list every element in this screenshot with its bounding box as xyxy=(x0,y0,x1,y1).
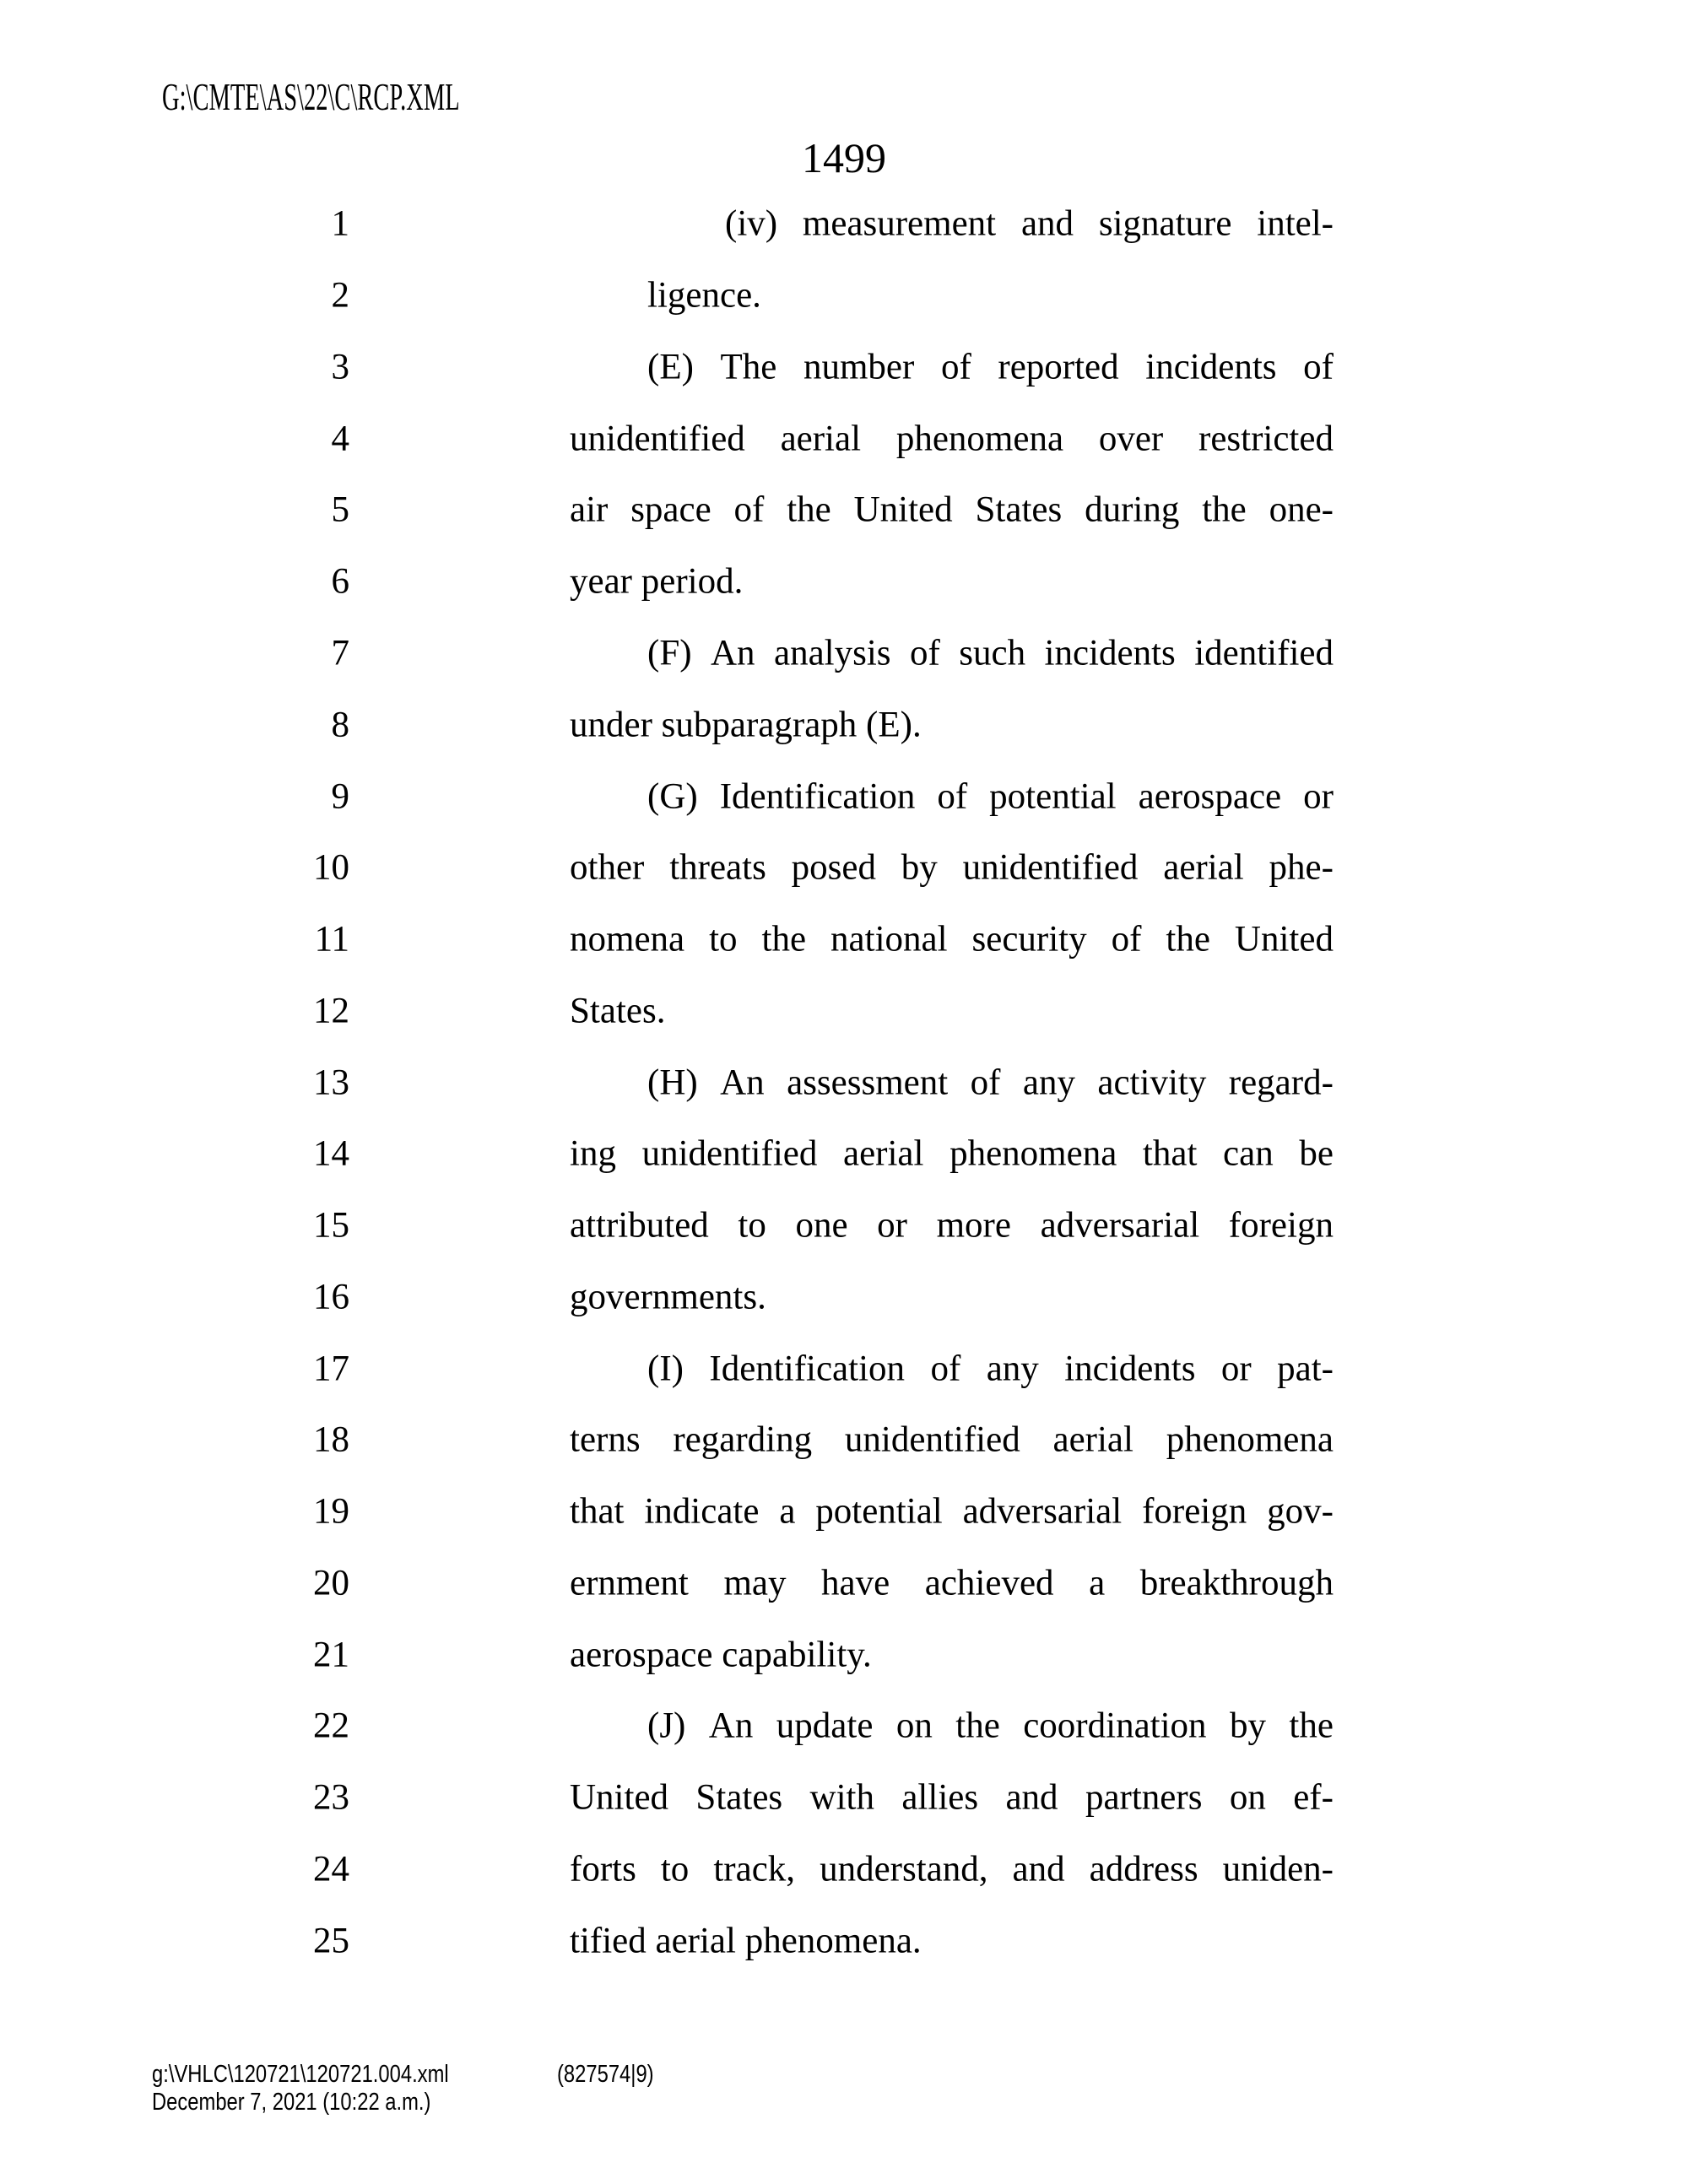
line-row xyxy=(0,403,1688,474)
line-text: ernment may have achieved a breakthrough xyxy=(570,1563,1334,1603)
page-number: 1499 xyxy=(802,134,886,181)
line-text: air space of the United States during the one- xyxy=(570,489,1334,530)
line-number: 16 xyxy=(313,1277,349,1317)
line-text: forts to track, understand, and address uniden- xyxy=(570,1849,1334,1889)
line-number: 17 xyxy=(313,1349,349,1389)
line-text: (F) An analysis of such incidents identified xyxy=(647,633,1334,673)
line-row xyxy=(0,1190,1688,1262)
line-row xyxy=(0,474,1688,546)
line-number: 12 xyxy=(313,991,349,1031)
line-text: ing unidentified aerial phenomena that can be xyxy=(570,1133,1334,1174)
line-text: (J) An update on the coordination by the xyxy=(647,1706,1334,1746)
line-number: 19 xyxy=(313,1491,349,1532)
line-number: 3 xyxy=(331,347,349,387)
footer-doc-id: (827574|9) xyxy=(557,2061,654,2088)
line-number: 24 xyxy=(313,1849,349,1889)
line-row xyxy=(0,1619,1688,1690)
footer-file-path: g:\VHLC\120721\120721.004.xml xyxy=(152,2061,449,2088)
line-number: 4 xyxy=(331,419,349,459)
line-number: 25 xyxy=(313,1921,349,1961)
line-text: governments. xyxy=(570,1277,766,1317)
line-number: 8 xyxy=(331,705,349,745)
line-row xyxy=(0,904,1688,976)
line-row xyxy=(0,1404,1688,1476)
line-row xyxy=(0,832,1688,904)
line-number: 1 xyxy=(331,203,349,244)
line-number: 9 xyxy=(331,776,349,816)
line-text: under subparagraph (E). xyxy=(570,705,922,745)
line-row xyxy=(0,1476,1688,1548)
line-text: tified aerial phenomena. xyxy=(570,1921,922,1961)
line-row xyxy=(0,1834,1688,1906)
line-row xyxy=(0,689,1688,760)
line-row xyxy=(0,332,1688,403)
line-row xyxy=(0,1762,1688,1834)
line-row xyxy=(0,1690,1688,1762)
line-row xyxy=(0,1905,1688,1976)
line-number: 21 xyxy=(313,1635,349,1675)
line-number: 14 xyxy=(313,1133,349,1174)
line-row xyxy=(0,618,1688,689)
text-lines xyxy=(0,188,1688,1976)
line-text: unidentified aerial phenomena over restricted xyxy=(570,419,1334,459)
line-row xyxy=(0,188,1688,260)
line-number: 18 xyxy=(313,1419,349,1460)
line-text: ligence. xyxy=(647,275,761,316)
line-text: (I) Identification of any incidents or pat- xyxy=(647,1349,1334,1389)
line-number: 23 xyxy=(313,1777,349,1818)
footer xyxy=(152,2061,449,2116)
line-text: (H) An assessment of any activity regard- xyxy=(647,1062,1334,1103)
line-number: 13 xyxy=(313,1062,349,1103)
line-row xyxy=(0,975,1688,1046)
line-number: 6 xyxy=(331,561,349,602)
line-row xyxy=(0,1548,1688,1619)
footer-date-line: December 7, 2021 (10:22 a.m.) xyxy=(152,2089,431,2116)
line-text: that indicate a potential adversarial foreign gov- xyxy=(570,1491,1334,1532)
line-text: terns regarding unidentified aerial phenomena xyxy=(570,1419,1334,1460)
line-row xyxy=(0,1261,1688,1333)
line-number: 11 xyxy=(314,919,349,960)
line-text: year period. xyxy=(570,561,744,602)
line-text: (E) The number of reported incidents of xyxy=(647,347,1334,387)
line-number: 2 xyxy=(331,275,349,316)
line-text: (iv) measurement and signature intel- xyxy=(725,203,1334,244)
line-number: 7 xyxy=(331,633,349,673)
line-text: nomena to the national security of the United xyxy=(570,919,1334,960)
line-number: 20 xyxy=(313,1563,349,1603)
header-file-path: G:\CMTE\AS\22\C\RCP.XML xyxy=(162,75,460,118)
line-text: United States with allies and partners on ef- xyxy=(570,1777,1334,1818)
line-number: 15 xyxy=(313,1205,349,1246)
line-number: 22 xyxy=(313,1706,349,1746)
line-text: States. xyxy=(570,991,666,1031)
line-row xyxy=(0,760,1688,832)
line-text: other threats posed by unidentified aerial phe- xyxy=(570,847,1334,888)
line-number: 10 xyxy=(313,847,349,888)
line-text: attributed to one or more adversarial foreign xyxy=(570,1205,1334,1246)
line-text: aerospace capability. xyxy=(570,1635,872,1675)
line-row xyxy=(0,1333,1688,1404)
line-text: (G) Identification of potential aerospace or xyxy=(647,776,1334,816)
line-row xyxy=(0,546,1688,618)
line-row xyxy=(0,1046,1688,1118)
line-row xyxy=(0,1118,1688,1190)
line-number: 5 xyxy=(331,489,349,530)
line-row xyxy=(0,260,1688,332)
